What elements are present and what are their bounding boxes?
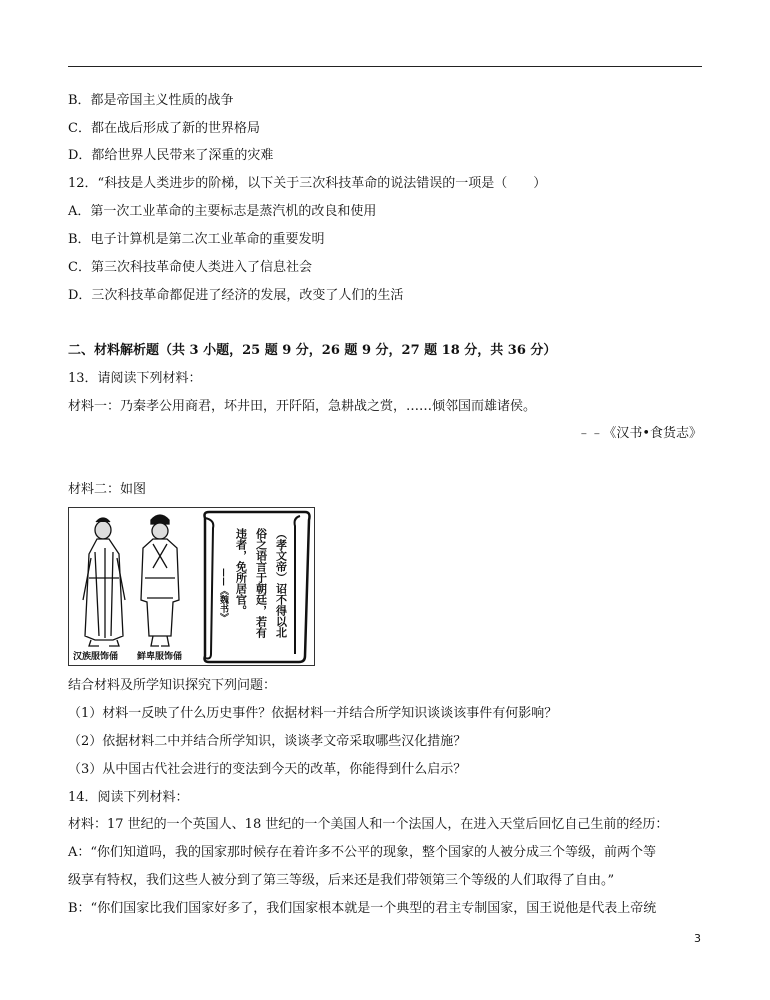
material-two-label: 材料二：如图 bbox=[68, 482, 147, 497]
han-figurine bbox=[83, 518, 125, 646]
question-part-1: （1）材料一反映了什么历史事件？依据材料一并结合所学知识谈谈该事件有何影响？ bbox=[68, 706, 558, 721]
scroll-text-source: ——《魏书》 bbox=[218, 568, 228, 622]
material-one-source: ﹣﹣《汉书•食货志》 bbox=[577, 426, 702, 441]
header-rule bbox=[68, 66, 702, 67]
q12-option-c: C．第三次科技革命使人类进入了信息社会 bbox=[68, 260, 312, 275]
q12-option-b: B．电子计算机是第二次工业革命的重要发明 bbox=[68, 232, 325, 247]
q12-stem: 12．“科技是人类进步的阶梯，以下关于三次科技革命的说法错误的一项是（ ） bbox=[68, 176, 547, 191]
label-han-figurine: 汉族服饰俑 bbox=[73, 652, 119, 662]
q14-speaker-b-line1: B：“你们国家比我们国家好多了，我们国家根本就是一个典型的君主专制国家，国王说他是代表上帝统 bbox=[68, 901, 657, 916]
material-one: 材料一：乃秦孝公用商君，坏井田，开阡陌，急耕战之赏，……倾邻国而雄诸侯。 bbox=[68, 399, 537, 414]
scroll-text-col1: （孝文帝）诏不得以北 bbox=[274, 528, 288, 638]
label-xianbei-figurine: 鲜卑服饰俑 bbox=[137, 652, 183, 662]
question-part-3: （3）从中国古代社会进行的变法到今天的改革，你能得到什么启示？ bbox=[68, 762, 467, 777]
instructions: 结合材料及所学知识探究下列问题： bbox=[68, 678, 277, 693]
q11-option-b: B．都是帝国主义性质的战争 bbox=[68, 93, 234, 108]
page-number: 3 bbox=[694, 932, 701, 945]
xianbei-figurine bbox=[141, 515, 179, 646]
q14-stem: 14．阅读下列材料： bbox=[68, 790, 189, 805]
q14-speaker-a-line1: A：“你们知道吗，我的国家那时候存在着许多不公平的现象，整个国家的人被分成三个等级，前两个等 bbox=[68, 845, 657, 860]
q12-option-d: D．三次科技革命都促进了经济的发展，改变了人们的生活 bbox=[68, 288, 404, 303]
figurines-and-scroll-illustration bbox=[69, 508, 314, 665]
material-two-figure bbox=[68, 507, 315, 666]
scroll-text-col3: 违者，免所居官。 bbox=[234, 528, 248, 616]
question-part-2: （2）依据材料二中并结合所学知识，谈谈孝文帝采取哪些汉化措施？ bbox=[68, 734, 467, 749]
q12-option-a: A．第一次工业革命的主要标志是蒸汽机的改良和使用 bbox=[68, 204, 377, 219]
scroll-text-col2: 俗之语言于朝廷，若有 bbox=[254, 528, 268, 638]
q14-speaker-a-line2: 级享有特权，我们这些人被分到了第三等级，后来还是我们带领第三个等级的人们取得了自由。” bbox=[68, 873, 615, 888]
q14-material: 材料：17 世纪的一个英国人、18 世纪的一个美国人和一个法国人，在进入天堂后回忆自己生前的经历： bbox=[68, 817, 669, 832]
q13-stem: 13．请阅读下列材料： bbox=[68, 371, 202, 386]
section-heading: 二、材料解析题（共 3 小题，25 题 9 分，26 题 9 分，27 题 18 分，共 36 分） bbox=[68, 343, 557, 358]
q11-option-d: D．都给世界人民带来了深重的灾难 bbox=[68, 148, 274, 163]
q11-option-c: C．都在战后形成了新的世界格局 bbox=[68, 121, 260, 136]
